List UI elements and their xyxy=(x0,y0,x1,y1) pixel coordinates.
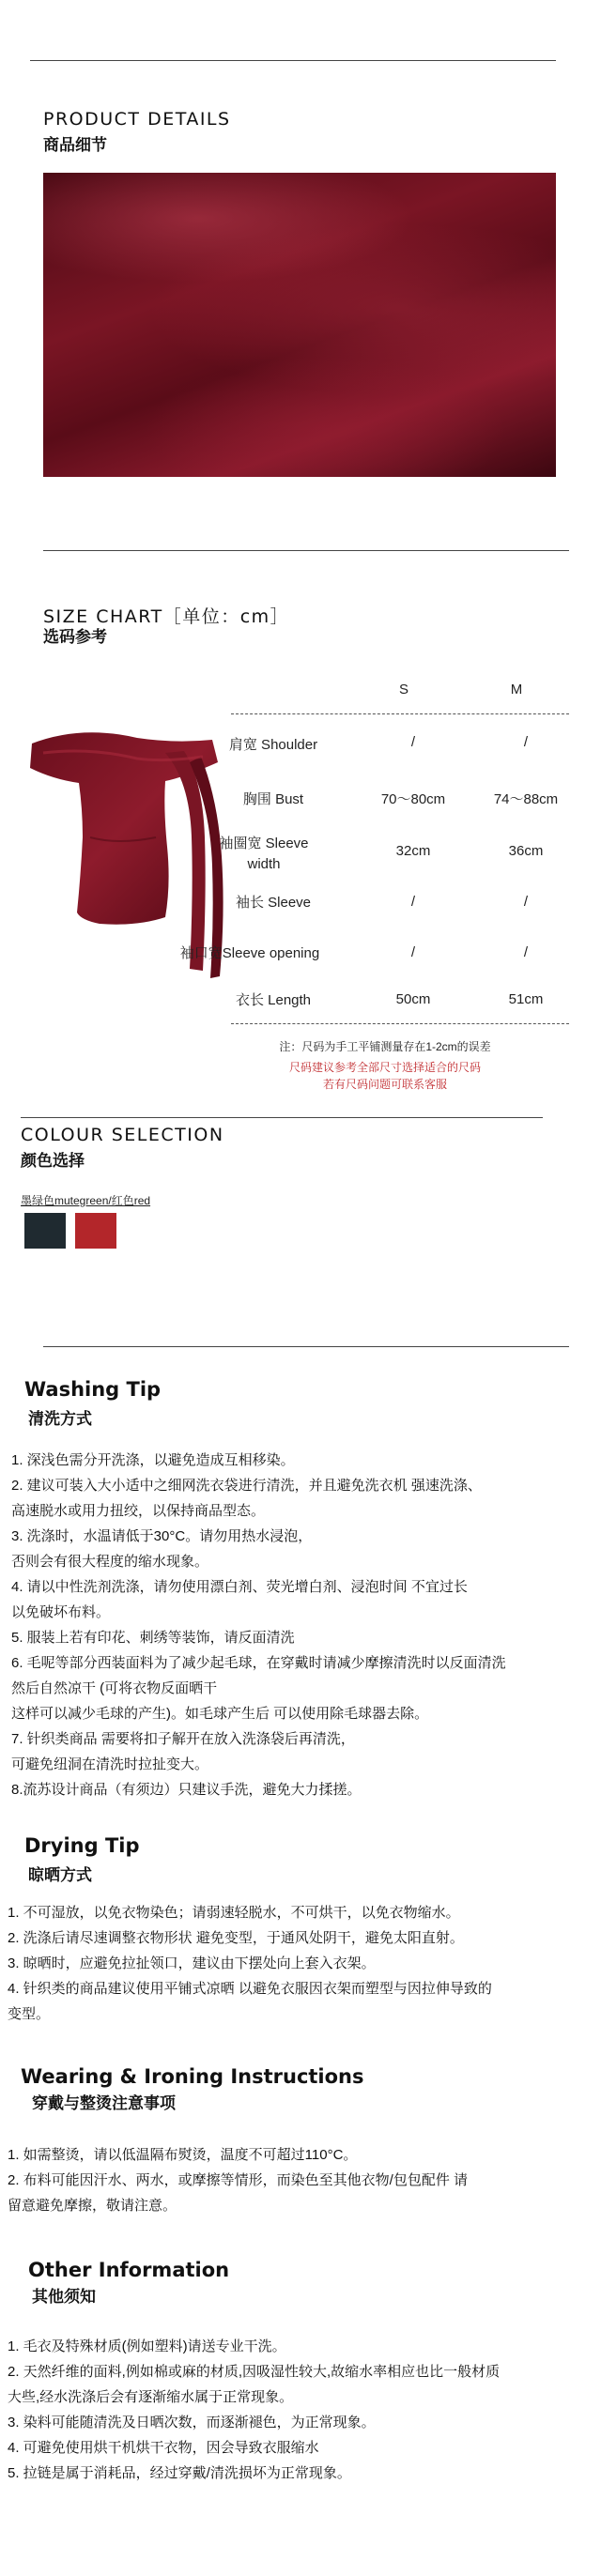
colour-label: 墨绿色mutegreen/红色red xyxy=(21,1194,151,1207)
size-chart-subtitle: 选码参考 xyxy=(43,628,107,646)
other-title: Other Information xyxy=(28,2259,230,2281)
row-m-sleeve-opening: / xyxy=(523,944,529,960)
instruction-line: 2. 洗涤后请尽速调整衣物形状 避免变型，于通风处阴干，避免太阳直射。 xyxy=(8,1930,464,1946)
instruction-line: 以免破坏布料。 xyxy=(11,1604,111,1620)
table-bottom-rule xyxy=(231,1023,569,1024)
row-label-bust: 胸围 Bust xyxy=(242,791,304,807)
row-s-bust: 70～80cm xyxy=(380,791,446,807)
instruction-line: 5. 拉链是属于消耗品，经过穿戴/清洗损坏为正常现象。 xyxy=(8,2465,351,2481)
instruction-line: 大些,经水洗涤后会有逐渐缩水属于正常现象。 xyxy=(8,2389,294,2405)
top-divider xyxy=(30,60,556,61)
drying-title: Drying Tip xyxy=(24,1834,140,1857)
instruction-line: 2. 建议可装入大小适中之细网洗衣袋进行清洗，并且避免洗衣机 强速洗涤、 xyxy=(11,1478,482,1494)
instruction-line: 否则会有很大程度的缩水现象。 xyxy=(11,1554,209,1570)
instruction-line: 7. 针织类商品 需要将扣子解开在放入洗涤袋后再清洗， xyxy=(11,1731,355,1747)
size-header-m: M xyxy=(510,682,523,698)
divider-before-size-chart xyxy=(43,550,569,551)
size-advice-line2: 若有尺码问题可联系客服 xyxy=(322,1078,447,1091)
instruction-line: 3. 染料可能随清洗及日晒次数，而逐渐褪色，为正常现象。 xyxy=(8,2415,376,2430)
drying-subtitle: 晾晒方式 xyxy=(28,1866,92,1884)
instruction-line: 1. 不可湿放，以免衣物染色；请弱速轻脱水，不可烘干，以免衣物缩水。 xyxy=(8,1905,460,1921)
instruction-line: 4. 请以中性洗剂洗涤，请勿使用漂白剂、荧光增白剂、浸泡时间 不宜过长 xyxy=(11,1579,468,1595)
instruction-line: 8.流苏设计商品（有须边）只建议手洗，避免大力揉搓。 xyxy=(11,1782,362,1798)
row-s-sleeve: / xyxy=(410,894,416,910)
instruction-line: 然后自然凉干 (可将衣物反面晒干 xyxy=(11,1680,218,1696)
size-advice-line1: 尺码建议参考全部尺寸选择适合的尺码 xyxy=(288,1061,481,1074)
instruction-line: 2. 天然纤维的面料,例如棉或麻的材质,因吸湿性较大,故缩水率相应也比一般材质 xyxy=(8,2364,501,2380)
washing-title: Washing Tip xyxy=(24,1378,162,1401)
divider-before-colour xyxy=(21,1117,543,1118)
instruction-line: 5. 服装上若有印花、刺绣等装饰，请反面清洗 xyxy=(11,1630,295,1646)
row-m-sleeve-width: 36cm xyxy=(508,843,544,859)
colour-title: COLOUR SELECTION xyxy=(21,1125,224,1145)
washing-subtitle: 清洗方式 xyxy=(28,1410,92,1428)
row-m-bust: 74～88cm xyxy=(493,791,559,807)
table-top-rule xyxy=(231,713,569,714)
row-label-sleeve-opening: 袖口宽Sleeve opening xyxy=(179,945,320,961)
instruction-line: 变型。 xyxy=(8,2006,51,2022)
instruction-line: 2. 布料可能因汗水、两水，或摩擦等情形，而染色至其他衣物/包包配件 请 xyxy=(8,2172,469,2188)
row-m-shoulder: / xyxy=(523,734,529,750)
row-label-sleeve-width: 袖圈宽 Sleeve width xyxy=(219,836,309,872)
instruction-line: 3. 洗涤时，水温请低于30°C。请勿用热水浸泡， xyxy=(11,1528,313,1544)
size-measure-note: 注：尺码为手工平铺测量存在1-2cm的误差 xyxy=(279,1040,491,1053)
row-label-shoulder: 肩宽 Shoulder xyxy=(228,737,318,753)
wearing-subtitle: 穿戴与整烫注意事项 xyxy=(32,2094,176,2112)
row-label-sleeve: 袖长 Sleeve xyxy=(235,895,312,911)
instruction-line: 4. 针织类的商品建议使用平铺式凉晒 以避免衣服因衣架而塑型与因拉伸导致的 xyxy=(8,1981,492,1997)
fabric-detail-image xyxy=(43,173,556,477)
instruction-line: 1. 毛衣及特殊材质(例如塑料)请送专业干洗。 xyxy=(8,2338,286,2354)
size-chart-title: SIZE CHART［单位：cm］ xyxy=(43,606,290,627)
colour-subtitle: 颜色选择 xyxy=(21,1152,85,1170)
row-s-length: 50cm xyxy=(395,991,431,1007)
product-details-title: PRODUCT DETAILS xyxy=(43,109,231,130)
row-m-sleeve: / xyxy=(523,894,529,910)
instruction-line: 可避免纽洞在清洗时拉扯变大。 xyxy=(11,1756,209,1772)
row-label-length: 衣长 Length xyxy=(235,992,312,1008)
instruction-line: 留意避免摩擦，敬请注意。 xyxy=(8,2198,177,2214)
swatch-red[interactable] xyxy=(75,1213,116,1249)
swatch-mutegreen[interactable] xyxy=(24,1213,66,1249)
divider-before-washing xyxy=(43,1346,569,1347)
instruction-line: 4. 可避免使用烘干机烘干衣物，因会导致衣服缩水 xyxy=(8,2440,319,2456)
instruction-line: 这样可以减少毛球的产生)。如毛球产生后 可以使用除毛球器去除。 xyxy=(11,1706,429,1722)
size-header-s: S xyxy=(398,682,408,698)
row-s-sleeve-width: 32cm xyxy=(395,843,431,859)
row-s-sleeve-opening: / xyxy=(410,944,416,960)
product-details-subtitle: 商品细节 xyxy=(43,136,107,154)
other-subtitle: 其他须知 xyxy=(32,2288,96,2306)
instruction-line: 高速脱水或用力扭绞，以保持商品型态。 xyxy=(11,1503,266,1519)
instruction-line: 1. 如需整烫，请以低温隔布熨烫，温度不可超过110°C。 xyxy=(8,2147,358,2163)
instruction-line: 1. 深浅色需分开洗涤，以避免造成互相移染。 xyxy=(11,1452,295,1468)
instruction-line: 6. 毛呢等部分西装面料为了减少起毛球，在穿戴时请减少摩擦清洗时以反面清洗 xyxy=(11,1655,506,1671)
row-m-length: 51cm xyxy=(508,991,544,1007)
wearing-title: Wearing & Ironing Instructions xyxy=(21,2065,364,2088)
row-s-shoulder: / xyxy=(410,734,416,750)
instruction-line: 3. 晾晒时，应避免拉扯领口，建议由下摆处向上套入衣架。 xyxy=(8,1955,376,1971)
